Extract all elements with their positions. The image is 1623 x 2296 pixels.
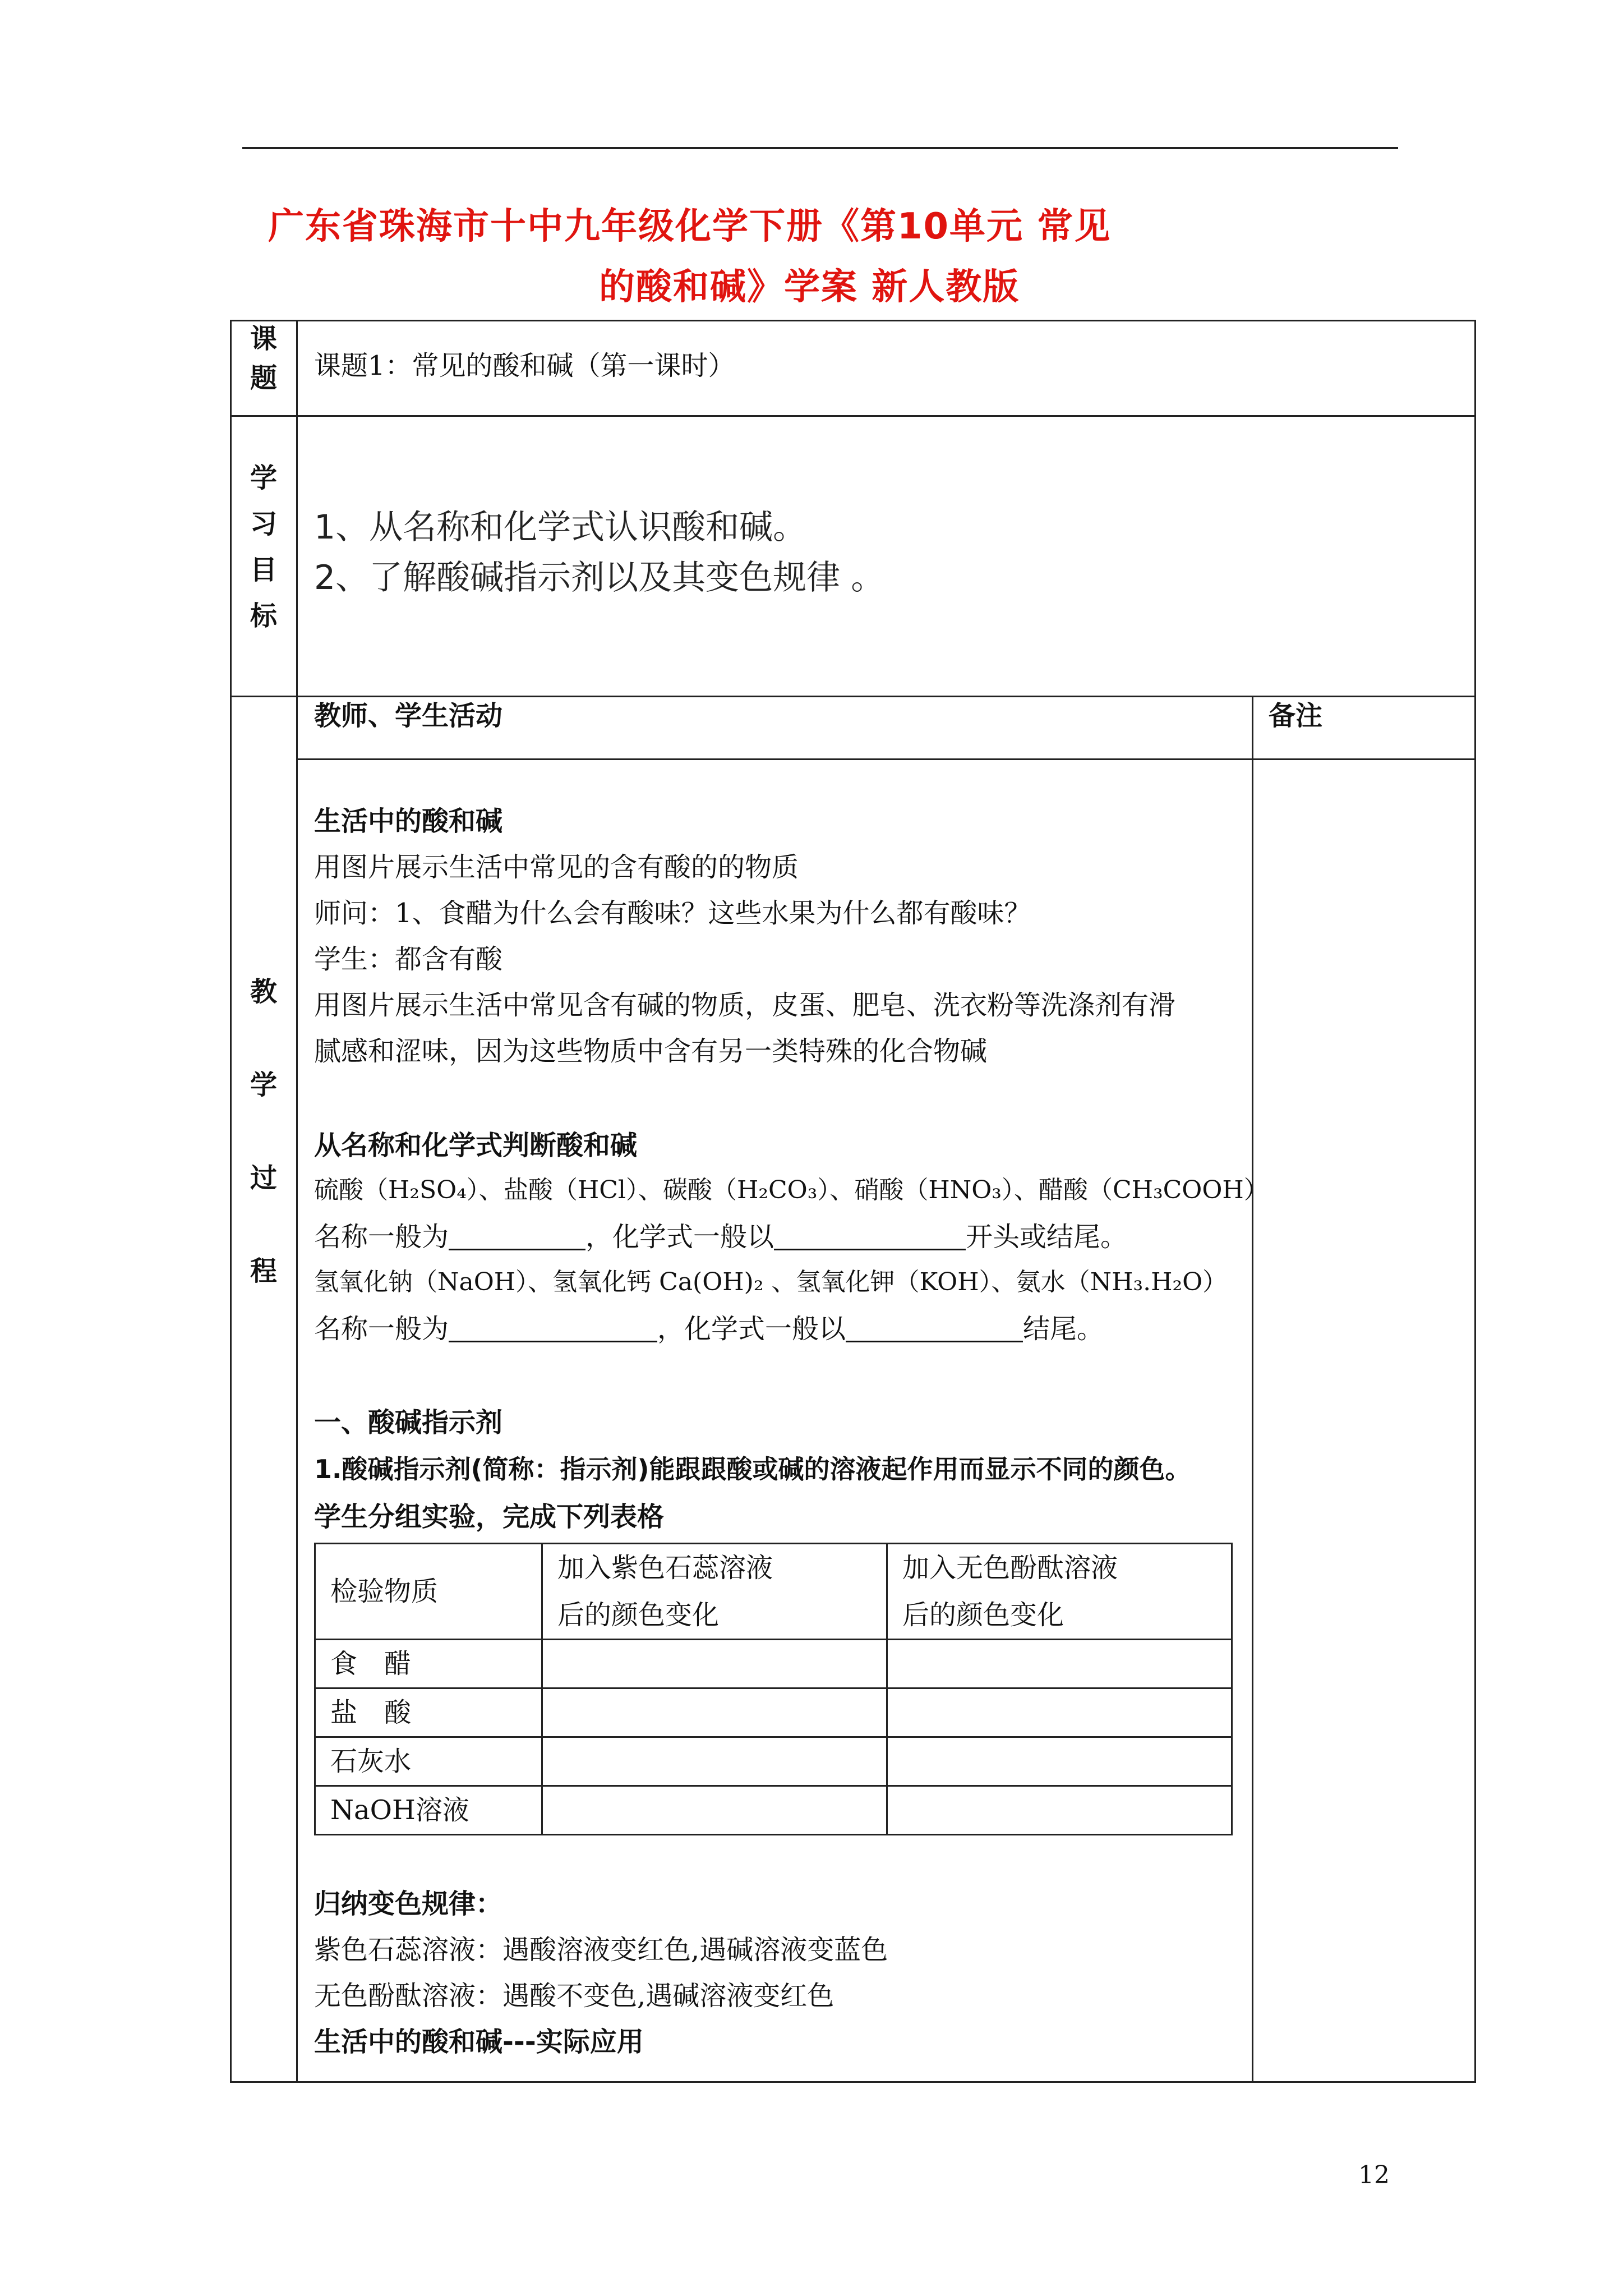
table-row <box>315 1737 1232 1786</box>
phenolphthalein-result-cell[interactable] <box>887 1786 1232 1835</box>
section-heading: 从名称和化学式判断酸和碱 <box>314 1130 638 1161</box>
color-rule-litmus: 紫色石蕊溶液：遇酸溶液变红色,遇碱溶液变蓝色 <box>314 1934 888 1966</box>
section-heading: 归纳变色规律： <box>314 1888 503 1920</box>
table-rule <box>230 415 1476 417</box>
litmus-result-cell[interactable] <box>542 1786 887 1835</box>
table-rule <box>230 696 1476 697</box>
litmus-result-cell[interactable] <box>542 1688 887 1737</box>
section-heading: 生活中的酸和碱---实际应用 <box>314 2026 644 2058</box>
acid-rule: 名称一般为 ，化学式一般以 开头或结尾。 <box>314 1221 1128 1253</box>
substance-cell: NaOH溶液 <box>315 1786 542 1835</box>
topic-label: 课 题 <box>250 323 277 394</box>
document-title-line1: 广东省珠海市十中九年级化学下册《第10单元 常见 <box>268 206 1112 247</box>
section-heading: 一、酸碱指示剂 <box>314 1407 503 1438</box>
experiment-table <box>314 1543 1233 1835</box>
litmus-result-cell[interactable] <box>542 1737 887 1786</box>
paragraph-line: 用图片展示生活中常见含有碱的物质，皮蛋、肥皂、洗衣粉等洗涤剂有滑 <box>314 990 1176 1021</box>
table-rule <box>230 320 232 2083</box>
paragraph-line: 用图片展示生活中常见的含有酸的的物质 <box>314 852 799 883</box>
table-rule <box>230 2081 1476 2083</box>
table-row <box>315 1640 1232 1688</box>
table-rule <box>230 320 1476 321</box>
goal-item-1: 1、从名称和化学式认识酸和碱。 <box>314 508 807 547</box>
column-header-activity: 教师、学生活动 <box>314 700 503 731</box>
bases-list: 氢氧化钠（NaOH）、氢氧化钙 Ca(OH)₂ 、氢氧化钾（KOH）、氨水（NH₃.H₂O） <box>314 1268 1228 1296</box>
table-rule <box>1252 696 1253 2083</box>
section-heading: 生活中的酸和碱 <box>314 806 503 837</box>
goal-item-2: 2、了解酸碱指示剂以及其变色规律 。 <box>314 558 885 597</box>
phenolphthalein-result-cell[interactable] <box>887 1737 1232 1786</box>
table-header-cell: 加入无色酚酞溶液 后的颜色变化 <box>887 1544 1232 1640</box>
goal-label: 学 习 目 标 <box>250 462 277 632</box>
table-row <box>315 1786 1232 1835</box>
table-row <box>315 1688 1232 1737</box>
table-rule <box>296 758 1476 760</box>
table-rule <box>296 320 298 2083</box>
page-number: 12 <box>1358 2161 1390 2189</box>
litmus-result-cell[interactable] <box>542 1640 887 1688</box>
table-header-cell: 加入紫色石蕊溶液 后的颜色变化 <box>542 1544 887 1640</box>
column-header-note: 备注 <box>1269 700 1323 731</box>
paragraph-line: 学生：都含有酸 <box>314 944 503 975</box>
document-title-line2: 的酸和碱》学案 新人教版 <box>599 266 1020 308</box>
substance-cell: 盐 酸 <box>315 1688 542 1737</box>
header-rule <box>242 147 1398 149</box>
table-rule <box>1474 320 1476 2083</box>
substance-cell: 食 醋 <box>315 1640 542 1688</box>
acids-list: 硫酸（H₂SO₄）、盐酸（HCl）、碳酸（H₂CO₃）、硝酸（HNO₃）、醋酸（CH₃COOH） <box>314 1176 1269 1204</box>
table-header-row <box>315 1544 1232 1640</box>
indicator-definition: 1.酸碱指示剂(简称：指示剂)能跟跟酸或碱的溶液起作用而显示不同的颜色。 <box>314 1454 1191 1484</box>
paragraph-line: 师问：1、食醋为什么会有酸味？这些水果为什么都有酸味？ <box>314 898 1031 929</box>
phenolphthalein-result-cell[interactable] <box>887 1640 1232 1688</box>
process-label: 教 学 过 程 <box>250 976 277 1287</box>
color-rule-phenolphthalein: 无色酚酞溶液：遇酸不变色,遇碱溶液变红色 <box>314 1980 834 2012</box>
substance-cell: 石灰水 <box>315 1737 542 1786</box>
topic-value: 课题1：常见的酸和碱（第一课时） <box>314 350 735 381</box>
base-rule: 名称一般为 ，化学式一般以 结尾。 <box>314 1313 1104 1345</box>
table-header-cell: 检验物质 <box>315 1544 542 1640</box>
task-instruction: 学生分组实验，完成下列表格 <box>314 1501 665 1533</box>
phenolphthalein-result-cell[interactable] <box>887 1688 1232 1737</box>
paragraph-line: 腻感和涩味，因为这些物质中含有另一类特殊的化合物碱 <box>314 1036 988 1067</box>
